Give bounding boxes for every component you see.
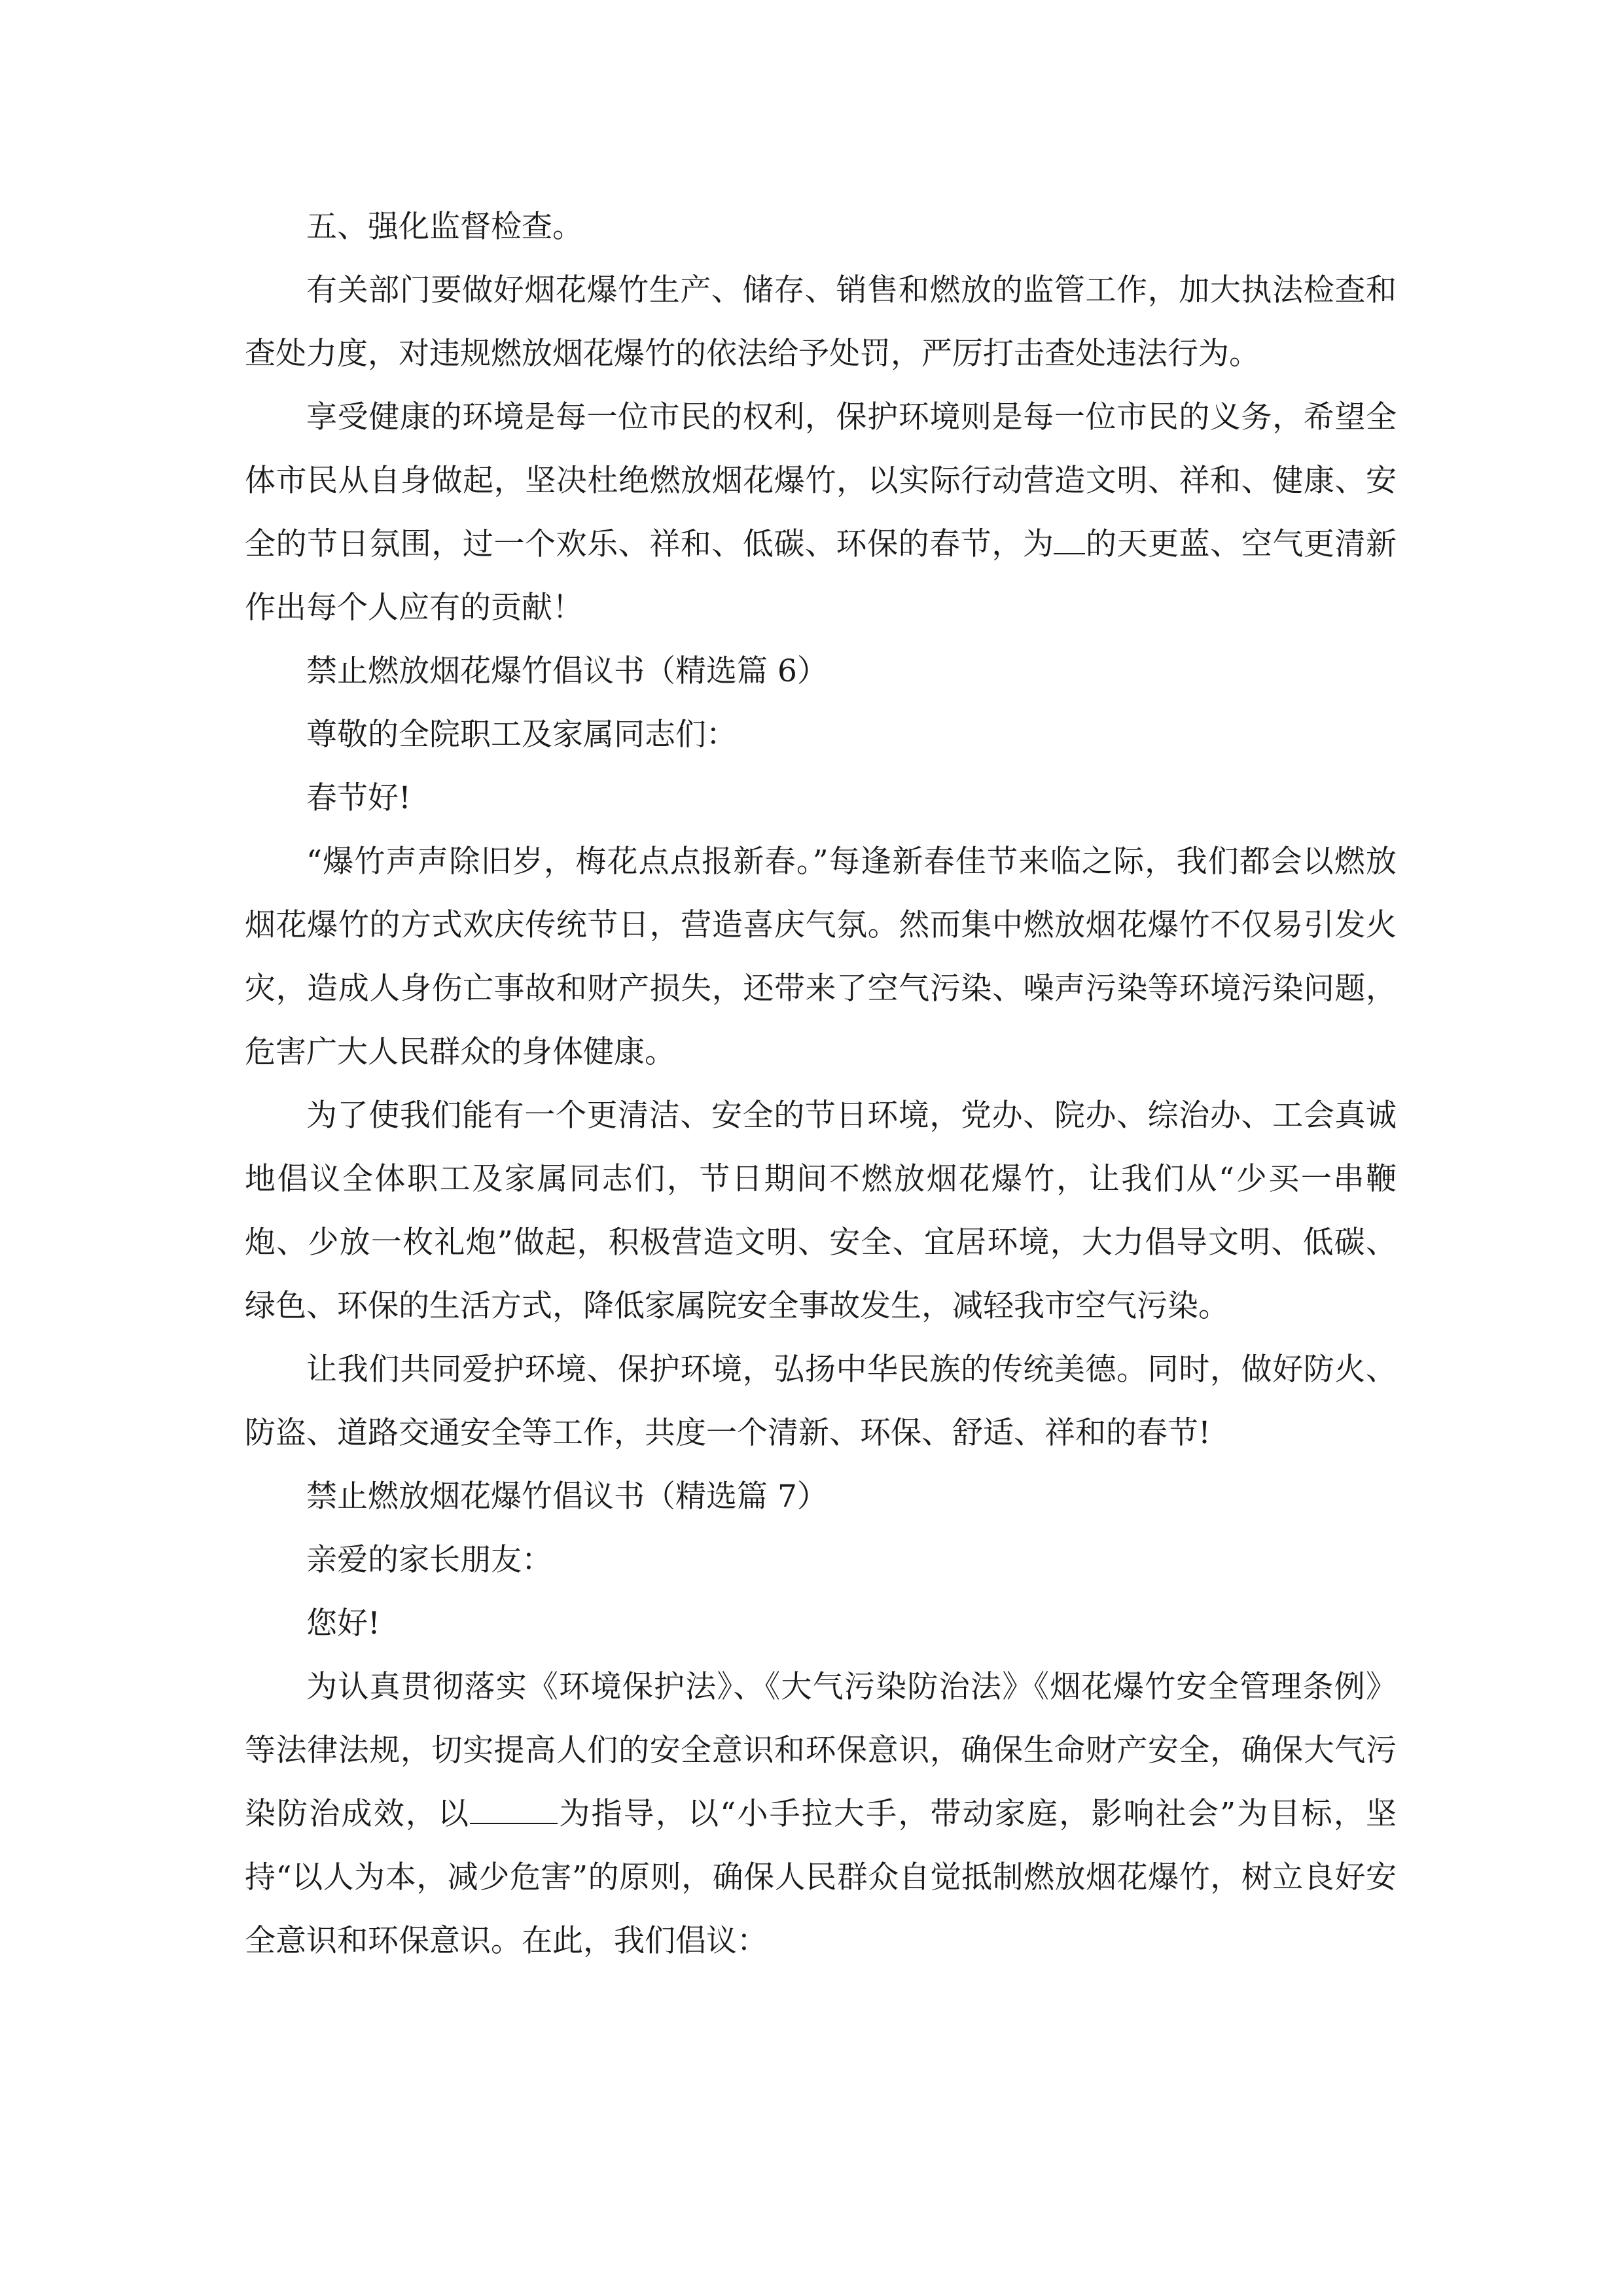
document-page	[245, 195, 1397, 1973]
paragraph-healthy-environment	[245, 386, 1397, 639]
salutation-parents: 亲爱的家长朋友：	[306, 1542, 552, 1578]
paragraph-proposal-details: 为了使我们能有一个更清洁、安全的节日环境，党办、院办、综治办、工会真诚地倡议全体职工及家属同志们，节日期间不燃放烟花爆竹，让我们从“少买一串鞭炮、少放一枚礼炮”做起，积极营造文明、安全、宜居环境，大力倡导文明、低碳、绿色、环保的生活方式，降低家属院安全事故发生，减轻我市空气污染。	[245, 1098, 1397, 1324]
heading-proposal-6: 禁止燃放烟花爆竹倡议书（精选篇 6）	[306, 653, 828, 689]
paragraph-supervision: 有关部门要做好烟花爆竹生产、储存、销售和燃放的监管工作，加大执法检查和查处力度，对违规燃放烟花爆竹的依法给予处罚，严厉打击查处违法行为。	[245, 272, 1397, 372]
fill-in-blank	[1054, 526, 1085, 554]
paragraph-protect-environment: 让我们共同爱护环境、保护环境，弘扬中华民族的传统美德。同时，做好防火、防盗、道路交通安全等工作，共度一个清新、环保、舒适、祥和的春节!	[245, 1352, 1397, 1451]
heading-proposal-7: 禁止燃放烟花爆竹倡议书（精选篇 7）	[306, 1479, 828, 1515]
paragraph-section-five-heading: 五、强化监督检查。	[306, 209, 583, 245]
greeting-hello: 您好!	[306, 1605, 380, 1641]
paragraph-laws-regulations-part1: 为认真贯彻落实《环境保护法》、《大气污染防治法》《烟花爆竹安全管理条例》等法律法规，切实提高人们的安全意识和环保意识，确保生命财产安全，确保大气污染防治成效，以	[245, 1669, 1397, 1832]
greeting-spring-festival: 春节好!	[306, 780, 411, 816]
paragraph-healthy-environment-part2: 的天更蓝、空气更清新作出每个人应有的贡献！	[245, 526, 1397, 626]
paragraph-healthy-environment-part1: 享受健康的环境是每一位市民的权利，保护环境则是每一位市民的义务，希望全体市民从自身做起，坚决杜绝燃放烟花爆竹，以实际行动营造文明、祥和、健康、安全的节日氛围，过一个欢乐、祥和、低碳、环保的春节，为	[245, 399, 1397, 562]
salutation-staff: 尊敬的全院职工及家属同志们：	[306, 717, 737, 753]
paragraph-laws-regulations	[245, 1655, 1397, 1973]
paragraph-firecracker-hazards: “爆竹声声除旧岁，梅花点点报新春。”每逢新春佳节来临之际，我们都会以燃放烟花爆竹的方式欢庆传统节日，营造喜庆气氛。然而集中燃放烟花爆竹不仅易引发火灾，造成人身伤亡事故和财产损失，还带来了空气污染、噪声污染等环境污染问题，危害广大人民群众的身体健康。	[245, 844, 1397, 1070]
fill-in-blank	[470, 1795, 558, 1824]
paragraph-laws-regulations-part2: 为指导，以“小手拉大手，带动家庭，影响社会”为目标，坚持“以人为本，减少危害”的原则，确保人民群众自觉抵制燃放烟花爆竹，树立良好安全意识和环保意识。在此，我们倡议：	[245, 1796, 1397, 1959]
